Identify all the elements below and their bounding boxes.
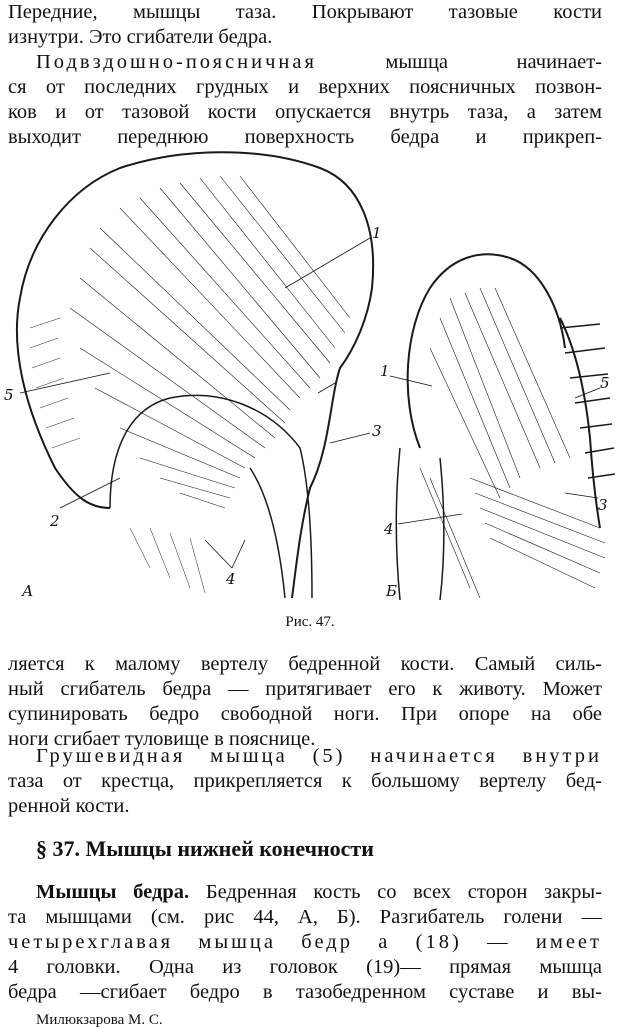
paragraph-piriformis bbox=[8, 744, 602, 819]
paragraph-iliopsoas-continued bbox=[8, 652, 602, 752]
panel-a-drawing bbox=[17, 152, 373, 598]
page-footer: Милюкзарова М. С. bbox=[36, 1012, 163, 1028]
text-line: выходит переднюю поверхность бедра и прикреп- bbox=[8, 126, 602, 148]
text-line bbox=[8, 50, 602, 75]
text-line: ноги сгибает туловище в пояснице. bbox=[8, 728, 316, 750]
text-line: Передние, мышцы таза. Покрывают тазовые кости bbox=[8, 1, 602, 23]
anatomical-figure bbox=[0, 148, 620, 600]
text-fragment: Бедренная кость со всех сторон закры- bbox=[205, 881, 603, 903]
figure-caption: Рис. 47. bbox=[285, 614, 335, 630]
text-line: ся от последних грудных и верхних поясничных позвон- bbox=[8, 76, 602, 98]
spaced-term: Подвздошно-поясничная bbox=[36, 51, 317, 73]
bold-term: Мышцы бедра. bbox=[36, 881, 190, 903]
label-a-2: 2 bbox=[50, 512, 60, 530]
panel-a-muscle-fibers bbox=[70, 176, 350, 508]
panel-b-drawing bbox=[396, 254, 615, 600]
text-line: та мышцами (см. рис 44, А, Б). Разгибатель голени — bbox=[8, 906, 602, 928]
text-line bbox=[8, 880, 602, 905]
text-line: ный сгибатель бедра — притягивает его к животу. Может bbox=[8, 678, 602, 700]
label-b-5: 5 bbox=[600, 374, 610, 392]
panel-a-label: А bbox=[22, 582, 34, 600]
paragraph-thigh-muscles bbox=[8, 880, 602, 1005]
panel-a-ilium-wing bbox=[17, 298, 110, 508]
text-line: Грушевидная мышца (5) начинается внутри bbox=[36, 745, 602, 767]
label-b-1: 1 bbox=[380, 362, 390, 380]
section-heading: § 37. Мышцы нижней конечности bbox=[36, 836, 374, 861]
figure-illustration bbox=[0, 148, 620, 600]
panel-b-leg bbox=[396, 448, 444, 600]
panel-b-vertebrae bbox=[560, 324, 615, 478]
text-line: супинировать бедро свободной ноги. При опоре на обе bbox=[8, 703, 602, 725]
text-line: бедра —сгибает бедро в тазобедренном суставе и вы- bbox=[8, 981, 602, 1003]
panel-a-pelvis-outline bbox=[20, 152, 373, 598]
text-line: ков и от тазовой кости опускается внутрь таза, а затем bbox=[8, 101, 602, 123]
label-a-1: 1 bbox=[372, 224, 382, 242]
paragraph-pelvic-muscles bbox=[8, 0, 602, 150]
text-fragment: мышца начинает- bbox=[385, 51, 602, 73]
text-line: ренной кости. bbox=[8, 795, 130, 817]
text-line: 4 головки. Одна из головок (19)— прямая мышца bbox=[8, 956, 602, 978]
text-line: изнутри. Это сгибатели бедра. bbox=[8, 26, 273, 48]
panel-b-label: Б bbox=[386, 582, 398, 600]
panel-b-muscle-fibers bbox=[420, 288, 605, 598]
label-a-3: 3 bbox=[372, 422, 382, 440]
label-a-5: 5 bbox=[4, 386, 14, 404]
text-line: четырехглавая мышца бедр а (18) — имеет bbox=[8, 931, 602, 953]
label-b-4: 4 bbox=[384, 520, 394, 538]
text-line: ляется к малому вертелу бедренной кости. Самый силь- bbox=[8, 653, 602, 675]
label-a-4: 4 bbox=[226, 570, 236, 588]
label-b-3: 3 bbox=[598, 496, 608, 514]
text-line: таза от крестца, прикрепляется к большому вертелу бед- bbox=[8, 770, 602, 792]
panel-b-leader-lines bbox=[390, 376, 600, 524]
